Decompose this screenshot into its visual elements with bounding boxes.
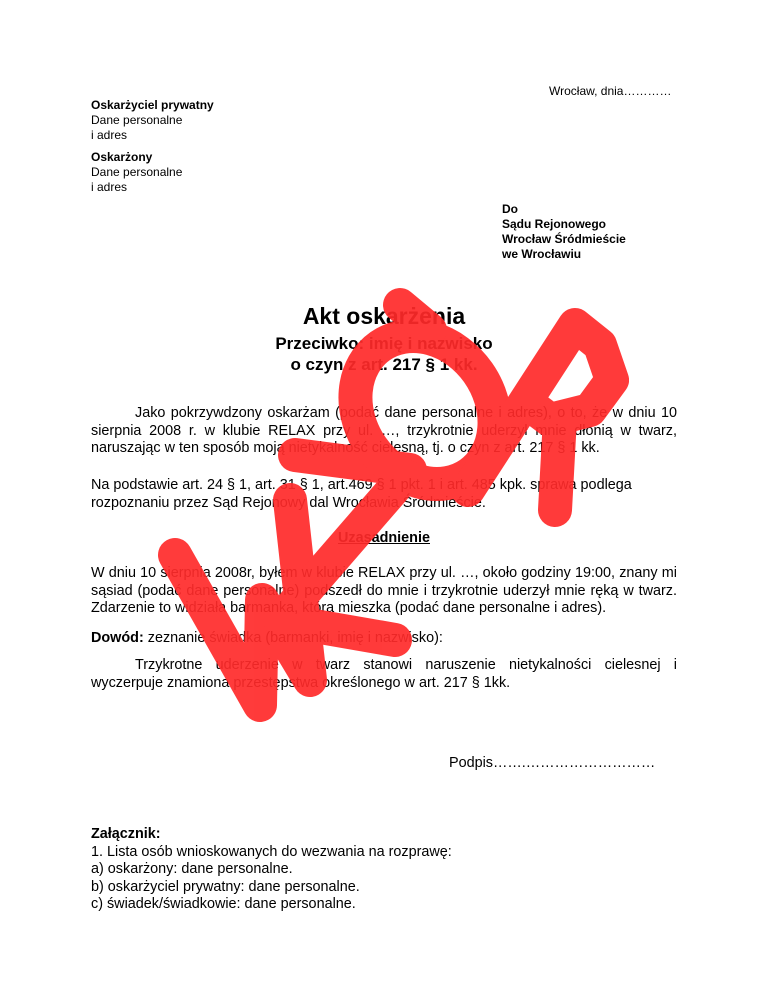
attachment-item: b) oskarżyciel prywatny: dane personalne. — [91, 878, 360, 895]
subtitle-line2: o czyn z art. 217 § 1 kk. — [290, 355, 478, 374]
prosecutor-line1: Dane personalne — [91, 113, 183, 127]
accusation-paragraph: Jako pokrzywdzony oskarżam (podać dane personalne i adres), o to, że w dniu 10 sierpnia 2008 r. w klubie RELAX przy ul. …, trzykrotnie uderzył mnie dłonią w twarz, naruszając w ten sposób moją nietykalność cielesną, tj. o czyn z art. 217 § 1 kk. — [91, 405, 677, 456]
document-subtitle — [0, 333, 768, 375]
court-line2: Sądu Rejonowego — [502, 217, 607, 231]
accused-line1: Dane personalne — [91, 165, 183, 179]
attachment-block — [91, 826, 677, 914]
accused-heading: Oskarżony — [91, 150, 153, 164]
signature-line: Podpis…….……………………… — [449, 755, 656, 771]
place-date: Wrocław, dnia………… — [549, 84, 672, 98]
evidence-text: zeznanie świadka (barmanki, imię i nazwisko): — [143, 630, 443, 646]
accused-line2: i adres — [91, 180, 128, 194]
justification-heading: Uzasadnienie — [338, 530, 430, 546]
justification-paragraph: W dniu 10 sierpnia 2008r, byłem w klubie RELAX przy ul. …, około godziny 19:00, znany mi sąsiad (podać dane personalne) podszedł do mnie i trzykrotnie uderzył mnie ręką w twarz. Zdarzenie to widziała barmanka, która mieszka (podać dane personalne i adres). — [91, 565, 677, 616]
prosecutor-heading: Oskarżyciel prywatny — [91, 98, 214, 112]
document-title: Akt oskarżenia — [302, 303, 466, 329]
subtitle-line1: Przeciwko: imię i nazwisko — [275, 334, 493, 353]
court-line3: Wrocław Śródmieście — [502, 232, 626, 246]
court-address — [502, 202, 626, 262]
prosecutor-block — [91, 98, 214, 143]
court-line1: Do — [502, 202, 518, 216]
evidence-label: Dowód: — [91, 630, 144, 646]
prosecutor-line2: i adres — [91, 128, 128, 142]
attachment-item: 1. Lista osób wnioskowanych do wezwania na rozprawę: — [91, 843, 452, 860]
evidence-line — [91, 630, 677, 648]
attachment-item: c) świadek/świadkowie: dane personalne. — [91, 896, 356, 912]
legal-basis-paragraph: Na podstawie art. 24 § 1, art. 31 § 1, art.469 § 1 pkt. 1 i art. 485 kpk. sprawa podlega rozpoznaniu przez Sąd Rejonowy dal Wrocławia Śródmieście. — [91, 477, 632, 511]
attachment-item: a) oskarżony: dane personalne. — [91, 861, 293, 877]
court-line4: we Wrocławiu — [502, 247, 582, 261]
attachment-heading: Załącznik: — [91, 826, 161, 842]
conclusion-paragraph: Trzykrotne uderzenie w twarz stanowi naruszenie nietykalności cielesnej i wyczerpuje znamiona przestępstwa określonego w art. 217 § 1kk. — [91, 657, 677, 691]
accused-block — [91, 150, 182, 195]
